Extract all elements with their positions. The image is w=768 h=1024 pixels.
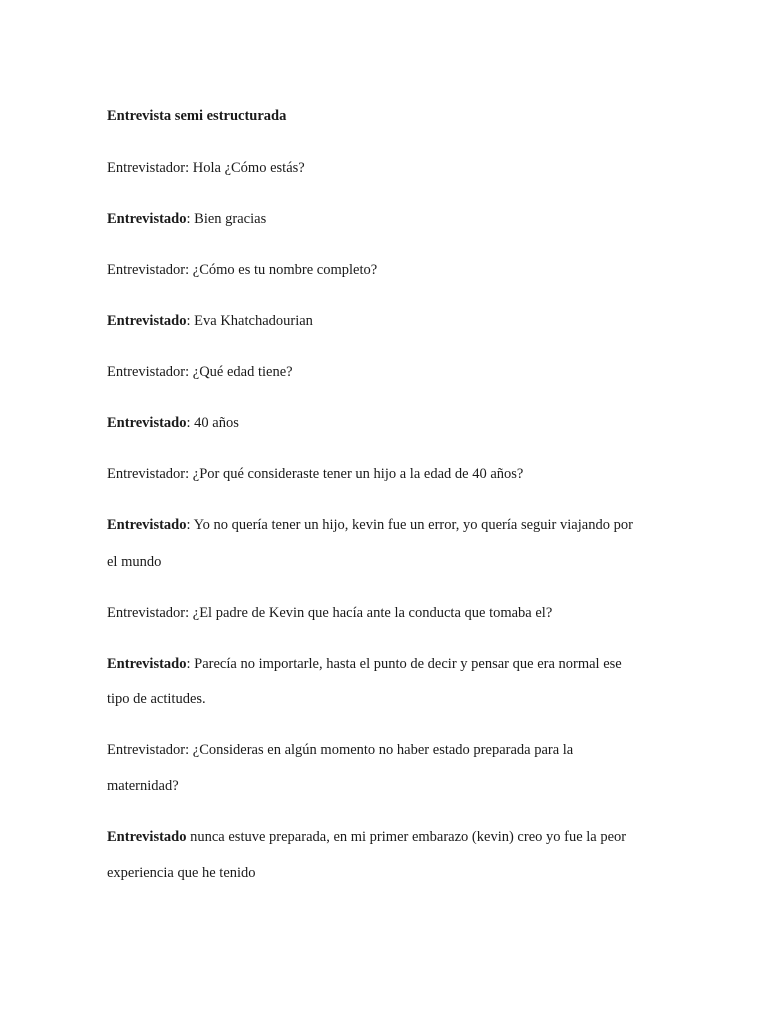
line-text: maternidad? <box>107 778 179 794</box>
line-text: : 40 años <box>186 415 239 431</box>
dialogue-line-continuation <box>107 776 667 796</box>
line-text: : Yo no quería tener un hijo, kevin fue un error, yo quería seguir viajando por <box>186 517 633 533</box>
dialogue-line <box>107 260 667 280</box>
speaker-label: Entrevistado <box>107 517 187 533</box>
line-text: : Bien gracias <box>186 211 267 227</box>
dialogue-line <box>107 209 667 229</box>
dialogue-line <box>107 464 667 484</box>
line-text: Entrevistador: ¿Consideras en algún momento no haber estado preparada para la <box>107 742 574 758</box>
speaker-label: Entrevistado <box>107 313 187 329</box>
dialogue-line <box>107 362 667 382</box>
line-text: Entrevistador: Hola ¿Cómo estás? <box>107 160 305 176</box>
line-text: Entrevistador: ¿Cómo es tu nombre completo? <box>107 262 378 278</box>
speaker-label: Entrevistado <box>107 829 187 845</box>
dialogue-line <box>107 740 667 760</box>
speaker-label: Entrevistado <box>107 656 187 672</box>
line-text: : Parecía no importarle, hasta el punto de decir y pensar que era normal ese <box>186 656 622 672</box>
speaker-label: Entrevistado <box>107 415 187 431</box>
line-text: tipo de actitudes. <box>107 691 206 707</box>
dialogue-line-continuation <box>107 863 667 883</box>
line-text: el mundo <box>107 554 162 570</box>
line-text: Entrevistador: ¿El padre de Kevin que hacía ante la conducta que tomaba el? <box>107 605 553 621</box>
dialogue-line <box>107 413 667 433</box>
dialogue-line <box>107 311 667 331</box>
line-text: : Eva Khatchadourian <box>186 313 313 329</box>
dialogue-line <box>107 827 667 847</box>
dialogue-line <box>107 158 667 178</box>
line-text: Entrevistador: ¿Por qué consideraste tener un hijo a la edad de 40 años? <box>107 466 524 482</box>
line-text: nunca estuve preparada, en mi primer embarazo (kevin) creo yo fue la peor <box>186 829 627 845</box>
line-text: Entrevistador: ¿Qué edad tiene? <box>107 364 293 380</box>
dialogue-line <box>107 654 667 674</box>
dialogue-line-continuation <box>107 552 667 572</box>
line-text: experiencia que he tenido <box>107 865 256 881</box>
dialogue-line <box>107 515 667 535</box>
dialogue-line <box>107 603 667 623</box>
document-title: Entrevista semi estructurada <box>107 108 287 124</box>
dialogue-line-continuation <box>107 689 667 709</box>
speaker-label: Entrevistado <box>107 211 187 227</box>
